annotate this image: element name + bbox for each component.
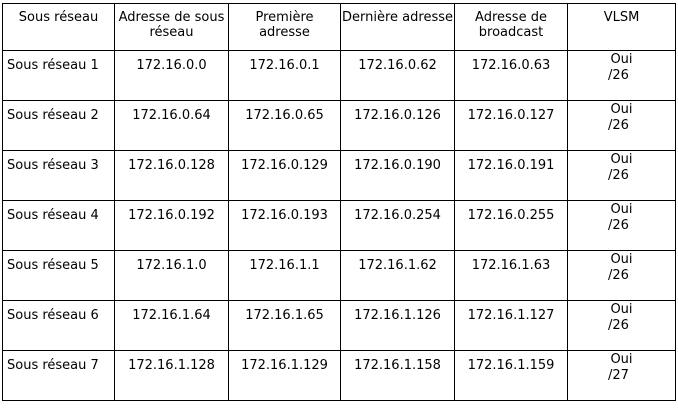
vlsm-prefix: /26 xyxy=(608,268,629,283)
subnet-name-cell: Sous réseau 7 xyxy=(3,351,115,401)
broadcast-address-cell: 172.16.0.127 xyxy=(455,101,568,151)
network-address-cell: 172.16.0.192 xyxy=(115,201,229,251)
first-address-cell: 172.16.1.65 xyxy=(229,301,341,351)
subnet-name-cell: Sous réseau 6 xyxy=(3,301,115,351)
subnet-name-cell: Sous réseau 5 xyxy=(3,251,115,301)
broadcast-address-cell: 172.16.0.191 xyxy=(455,151,568,201)
vlsm-prefix: /27 xyxy=(608,368,629,383)
subnet-name-cell: Sous réseau 1 xyxy=(3,51,115,101)
broadcast-address-cell: 172.16.0.63 xyxy=(455,51,568,101)
table-row xyxy=(3,51,676,101)
table-row xyxy=(3,251,676,301)
column-header-broadcast-address: Adresse de broadcast xyxy=(455,4,568,51)
network-address-cell: 172.16.0.64 xyxy=(115,101,229,151)
table-row xyxy=(3,201,676,251)
vlsm-cell xyxy=(568,101,676,151)
vlsm-value: Oui xyxy=(610,52,633,67)
first-address-cell: 172.16.1.129 xyxy=(229,351,341,401)
column-header-last-address: Dernière adresse xyxy=(341,4,455,51)
subnet-name-cell: Sous réseau 4 xyxy=(3,201,115,251)
column-header-first-address: Première adresse xyxy=(229,4,341,51)
last-address-cell: 172.16.1.62 xyxy=(341,251,455,301)
first-address-cell: 172.16.0.65 xyxy=(229,101,341,151)
vlsm-value: Oui xyxy=(610,302,633,317)
last-address-cell: 172.16.1.126 xyxy=(341,301,455,351)
table-row xyxy=(3,101,676,151)
subnet-name-cell: Sous réseau 3 xyxy=(3,151,115,201)
first-address-cell: 172.16.0.1 xyxy=(229,51,341,101)
column-header-vlsm: VLSM xyxy=(568,4,676,51)
vlsm-cell xyxy=(568,301,676,351)
vlsm-cell xyxy=(568,151,676,201)
vlsm-cell xyxy=(568,201,676,251)
broadcast-address-cell: 172.16.0.255 xyxy=(455,201,568,251)
broadcast-address-cell: 172.16.1.127 xyxy=(455,301,568,351)
vlsm-value: Oui xyxy=(610,352,633,367)
network-address-cell: 172.16.0.0 xyxy=(115,51,229,101)
table-header-row xyxy=(3,4,676,51)
first-address-cell: 172.16.1.1 xyxy=(229,251,341,301)
network-address-cell: 172.16.0.128 xyxy=(115,151,229,201)
last-address-cell: 172.16.0.254 xyxy=(341,201,455,251)
broadcast-address-cell: 172.16.1.159 xyxy=(455,351,568,401)
vlsm-prefix: /26 xyxy=(608,218,629,233)
last-address-cell: 172.16.0.190 xyxy=(341,151,455,201)
last-address-cell: 172.16.1.158 xyxy=(341,351,455,401)
vlsm-value: Oui xyxy=(610,102,633,117)
vlsm-value: Oui xyxy=(610,152,633,167)
vlsm-value: Oui xyxy=(610,202,633,217)
network-address-cell: 172.16.1.0 xyxy=(115,251,229,301)
broadcast-address-cell: 172.16.1.63 xyxy=(455,251,568,301)
vlsm-prefix: /26 xyxy=(608,318,629,333)
vlsm-prefix: /26 xyxy=(608,68,629,83)
network-address-cell: 172.16.1.128 xyxy=(115,351,229,401)
last-address-cell: 172.16.0.62 xyxy=(341,51,455,101)
network-address-cell: 172.16.1.64 xyxy=(115,301,229,351)
vlsm-cell xyxy=(568,51,676,101)
first-address-cell: 172.16.0.193 xyxy=(229,201,341,251)
table-row xyxy=(3,351,676,401)
vlsm-value: Oui xyxy=(610,252,633,267)
column-header-subnet: Sous réseau xyxy=(3,4,115,51)
vlsm-prefix: /26 xyxy=(608,118,629,133)
subnet-name-cell: Sous réseau 2 xyxy=(3,101,115,151)
table-row xyxy=(3,151,676,201)
vlsm-prefix: /26 xyxy=(608,168,629,183)
first-address-cell: 172.16.0.129 xyxy=(229,151,341,201)
subnet-table xyxy=(2,3,676,401)
column-header-network-address: Adresse de sous réseau xyxy=(115,4,229,51)
vlsm-cell xyxy=(568,351,676,401)
table-row xyxy=(3,301,676,351)
last-address-cell: 172.16.0.126 xyxy=(341,101,455,151)
vlsm-cell xyxy=(568,251,676,301)
